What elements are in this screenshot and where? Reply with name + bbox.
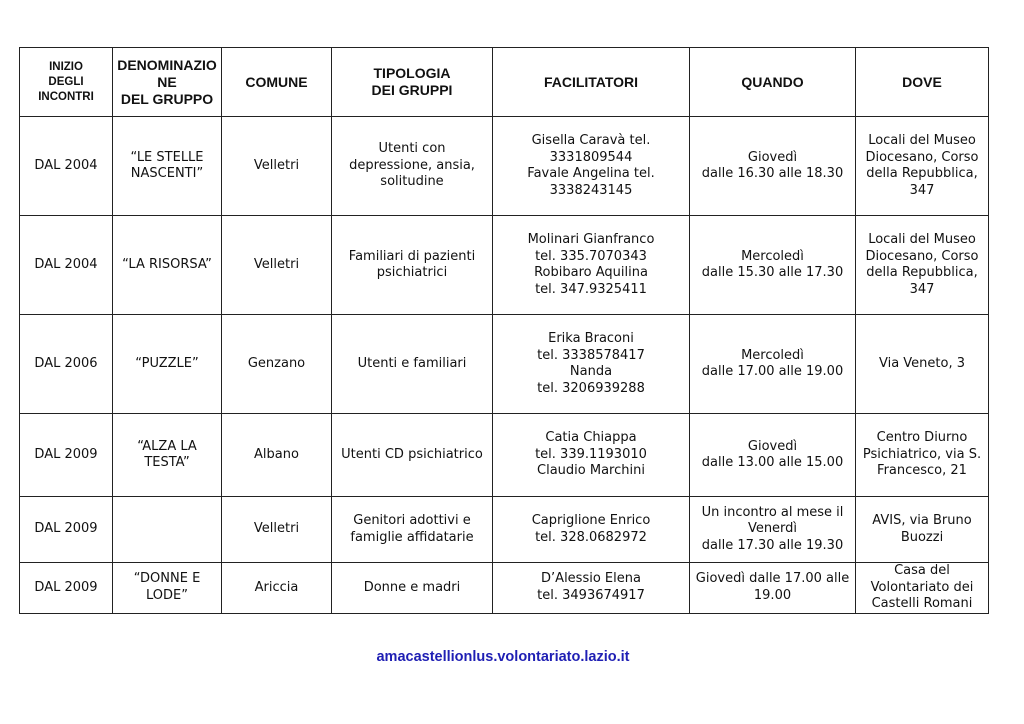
cell-denominazione <box>113 497 222 563</box>
cell-dove: Locali del Museo Diocesano, Corso della Repubblica, 347 <box>856 216 989 315</box>
cell-tipologia: Familiari di pazienti psichiatrici <box>332 216 493 315</box>
header-denominazione: DENOMINAZIO NE DEL GRUPPO <box>113 48 222 117</box>
cell-quando: Giovedì dalle 16.30 alle 18.30 <box>690 117 856 216</box>
table-row <box>20 117 989 216</box>
cell-tipologia: Utenti CD psichiatrico <box>332 414 493 497</box>
cell-facilitatori: Erika Braconi tel. 3338578417 Nanda tel. 3206939288 <box>493 315 690 414</box>
cell-comune: Albano <box>222 414 332 497</box>
cell-quando: Giovedì dalle 17.00 alle 19.00 <box>690 563 856 614</box>
header-tipologia: TIPOLOGIA DEI GRUPPI <box>332 48 493 117</box>
table-row <box>20 414 989 497</box>
cell-inizio: DAL 2009 <box>20 563 113 614</box>
cell-facilitatori: Capriglione Enrico tel. 328.0682972 <box>493 497 690 563</box>
cell-denominazione: “ALZA LA TESTA” <box>113 414 222 497</box>
cell-comune: Velletri <box>222 117 332 216</box>
cell-comune: Velletri <box>222 216 332 315</box>
cell-tipologia: Utenti con depressione, ansia, solitudine <box>332 117 493 216</box>
cell-facilitatori: Molinari Gianfranco tel. 335.7070343 Robibaro Aquilina tel. 347.9325411 <box>493 216 690 315</box>
cell-inizio: DAL 2009 <box>20 414 113 497</box>
table-row <box>20 563 989 614</box>
cell-dove: Locali del Museo Diocesano, Corso della Repubblica, 347 <box>856 117 989 216</box>
header-facilitatori: FACILITATORI <box>493 48 690 117</box>
cell-denominazione: “LE STELLE NASCENTI” <box>113 117 222 216</box>
cell-comune: Ariccia <box>222 563 332 614</box>
cell-tipologia: Donne e madri <box>332 563 493 614</box>
header-inizio: INIZIO DEGLI INCONTRI <box>20 48 113 117</box>
website-link[interactable]: amacastellionlus.volontariato.lazio.it <box>376 649 630 665</box>
cell-tipologia: Utenti e familiari <box>332 315 493 414</box>
cell-comune: Velletri <box>222 497 332 563</box>
cell-inizio: DAL 2004 <box>20 117 113 216</box>
cell-facilitatori: Catia Chiappa tel. 339.1193010 Claudio Marchini <box>493 414 690 497</box>
cell-quando: Un incontro al mese il Venerdì dalle 17.30 alle 19.30 <box>690 497 856 563</box>
header-comune: COMUNE <box>222 48 332 117</box>
header-quando: QUANDO <box>690 48 856 117</box>
cell-denominazione: “PUZZLE” <box>113 315 222 414</box>
groups-table <box>19 47 989 614</box>
cell-inizio: DAL 2006 <box>20 315 113 414</box>
cell-inizio: DAL 2004 <box>20 216 113 315</box>
cell-quando: Mercoledì dalle 15.30 alle 17.30 <box>690 216 856 315</box>
cell-facilitatori: D’Alessio Elena tel. 3493674917 <box>493 563 690 614</box>
cell-dove: Centro Diurno Psichiatrico, via S. Francesco, 21 <box>856 414 989 497</box>
cell-inizio: DAL 2009 <box>20 497 113 563</box>
table-row <box>20 216 989 315</box>
cell-comune: Genzano <box>222 315 332 414</box>
header-row <box>20 48 989 117</box>
cell-dove: AVIS, via Bruno Buozzi <box>856 497 989 563</box>
cell-facilitatori: Gisella Caravà tel. 3331809544 Favale Angelina tel. 3338243145 <box>493 117 690 216</box>
cell-denominazione: “DONNE E LODE” <box>113 563 222 614</box>
cell-dove: Casa del Volontariato dei Castelli Romani <box>856 563 989 614</box>
cell-dove: Via Veneto, 3 <box>856 315 989 414</box>
cell-quando: Mercoledì dalle 17.00 alle 19.00 <box>690 315 856 414</box>
cell-quando: Giovedì dalle 13.00 alle 15.00 <box>690 414 856 497</box>
table-row <box>20 497 989 563</box>
header-dove: DOVE <box>856 48 989 117</box>
table-row <box>20 315 989 414</box>
cell-tipologia: Genitori adottivi e famiglie affidatarie <box>332 497 493 563</box>
cell-denominazione: “LA RISORSA” <box>113 216 222 315</box>
